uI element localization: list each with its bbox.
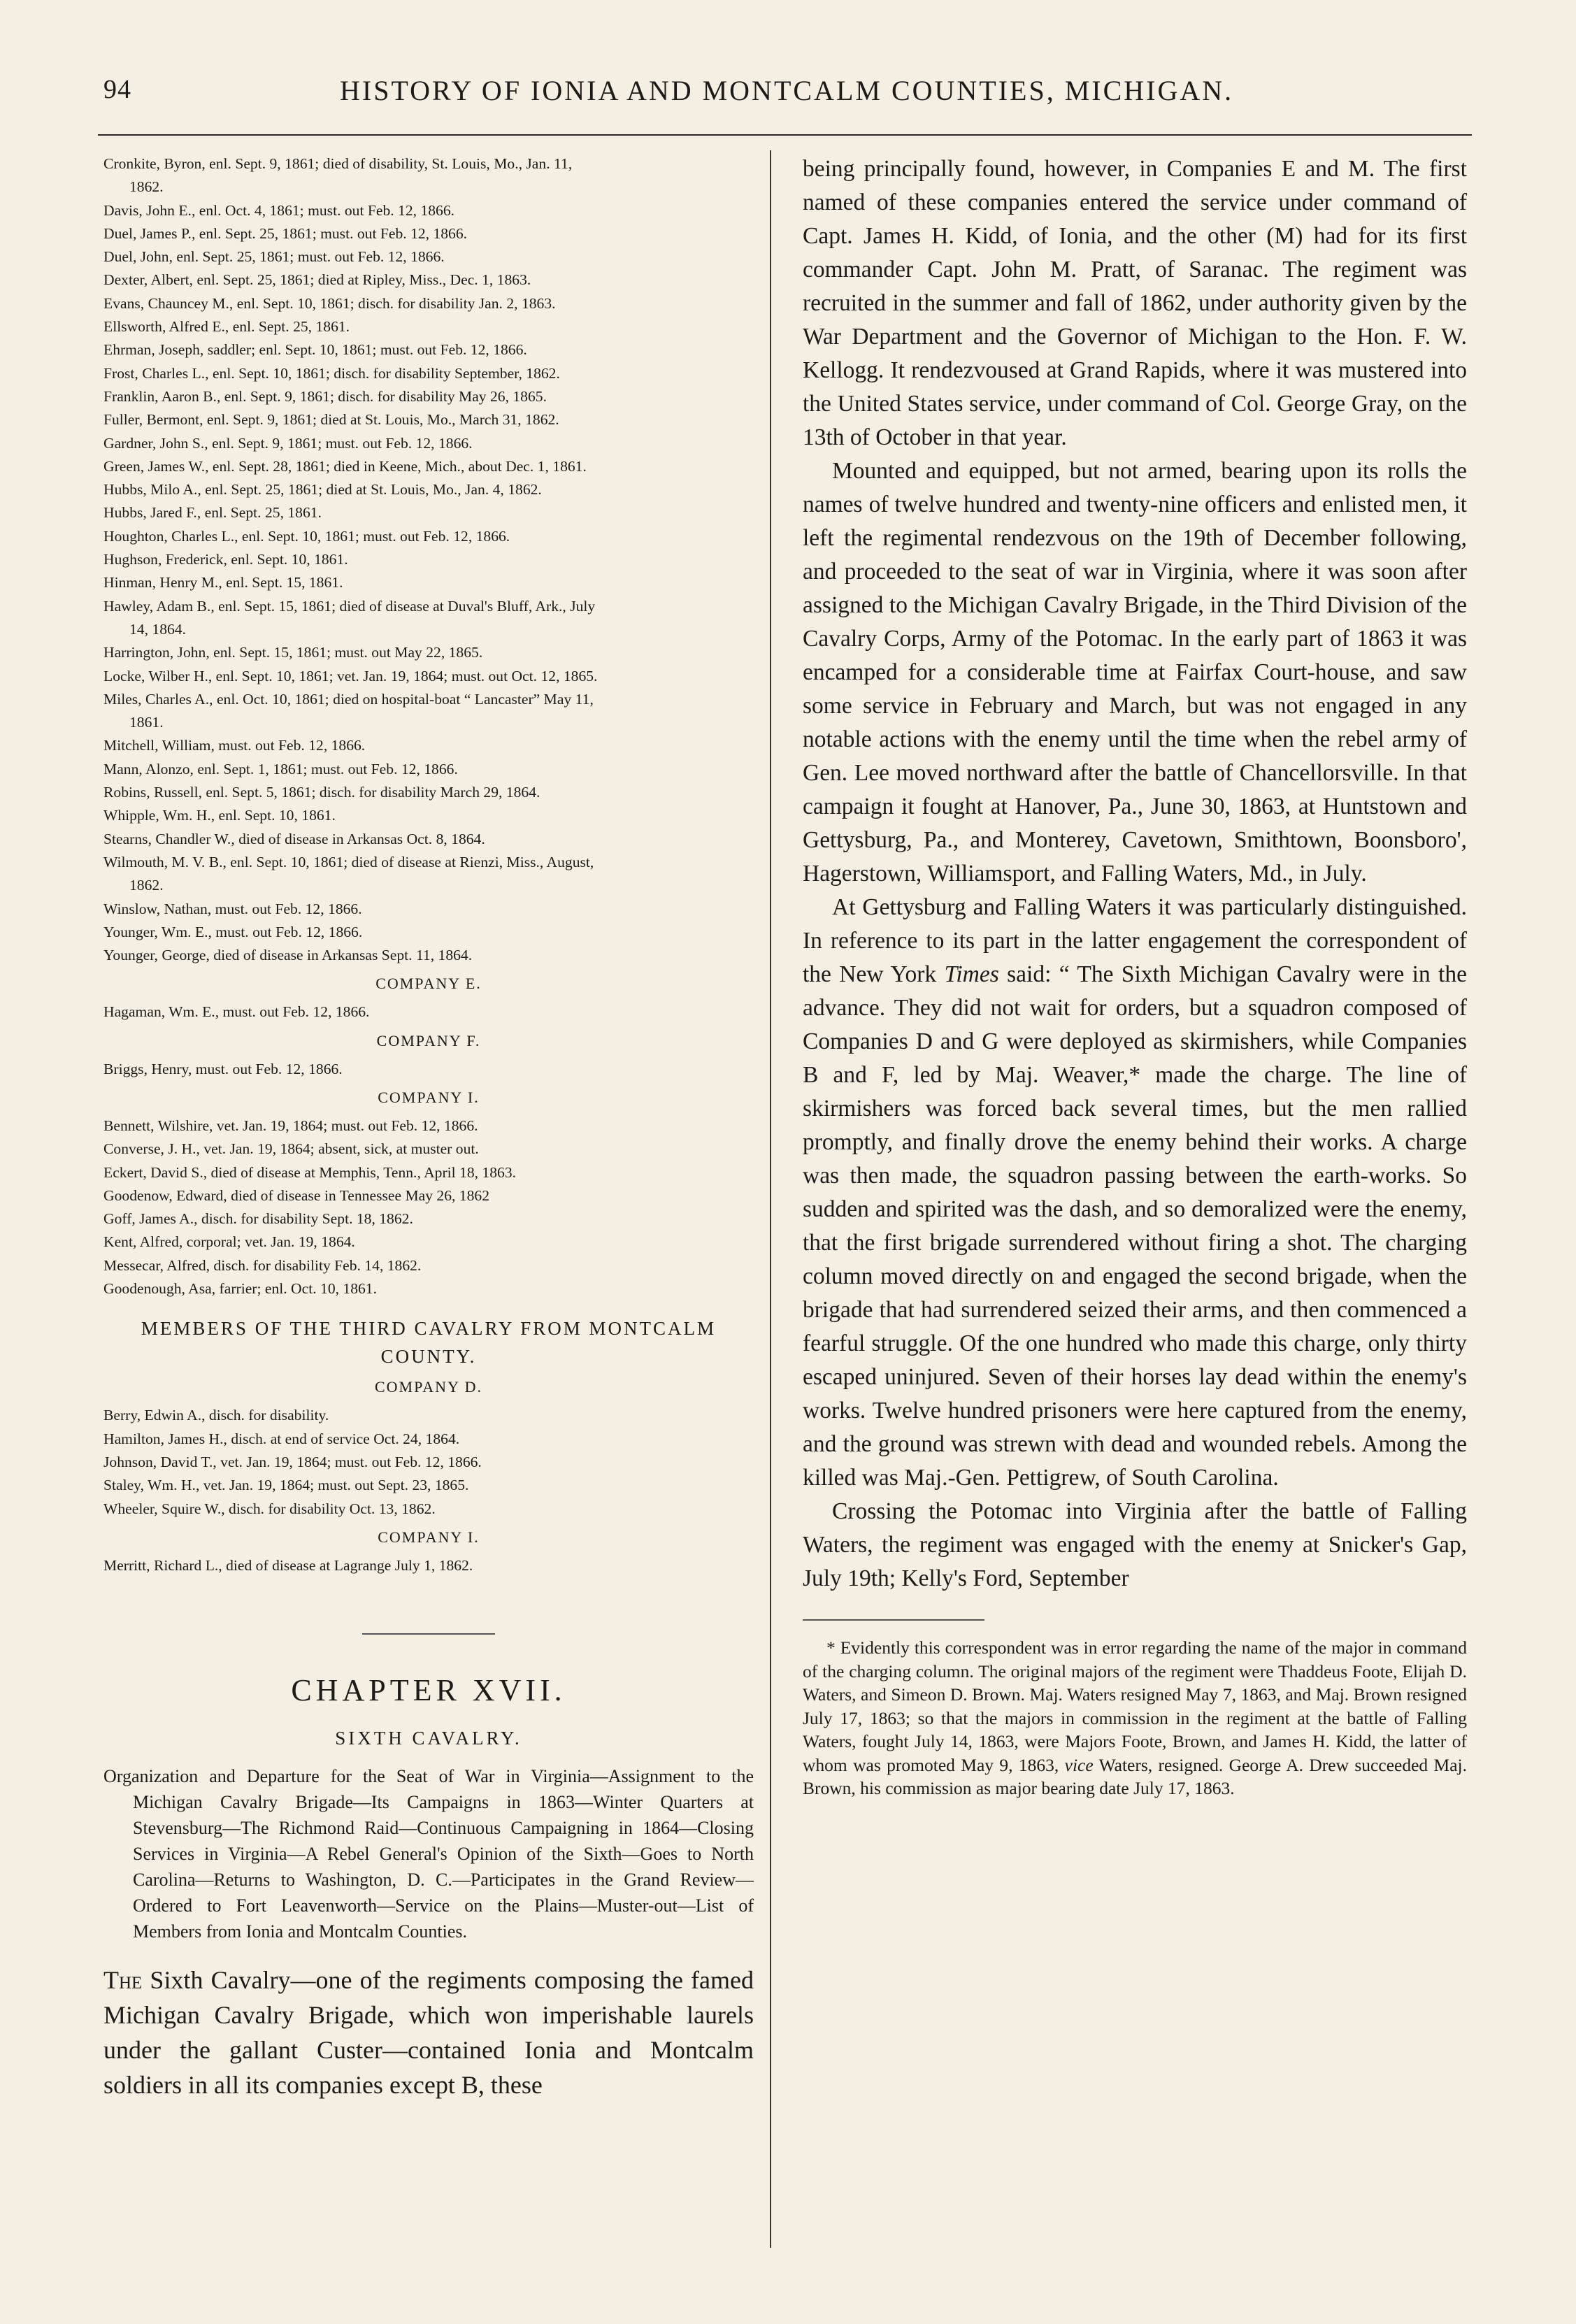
paragraph-3-rest: said: “ The Sixth Michigan Cavalry were in the advance. They did not wait for orders, but a squadron composed of Companies D and G were deployed as skirmishers, while Companies B and F, led by Maj. Weaver,* made the charge. The line of skirmishers was forced back several times, but the men rallied promptly, and finally drove the enemy behind their works. A charge was then made, the squadron passing between the earth-works. So sudden and spirited was the dash, and so demoralized were the enemy, that the first brigade surrendered without firing a shot. The charging column moved directly on and engaged the second brigade, when the brigade that had surrendered seized their arms, and then commenced a fearful struggle. Of the one hundred who made this charge, only thirty escaped uninjured. Seven of their horses lay dead within the enemy's works. Twelve hundred prisoners were here captured from the enemy, and the ground was strewn with dead and wounded rebels. Among the killed was Maj.-Gen. Pettigrew, of South Carolina. <box>803 961 1467 1491</box>
roster-entry: Hinman, Henry M., enl. Sept. 15, 1861. <box>103 574 343 591</box>
paragraph-1: being principally found, however, in Companies E and M. The first named of these companies entered the service under command of Capt. James H. Kidd, of Ionia, and the other (M) had for its first commander Capt. John M. Pratt, of Saranac. The regiment was recruited in the summer and fall of 1862, under authority given by the War Department and the Governor of Michigan to the Hon. F. W. Kellogg. It rendezvoused at Grand Rapids, where it was mustered into the United States service, under command of Col. George Gray, on the 13th of October in that year. <box>803 156 1467 450</box>
roster-entry: Younger, George, died of disease in Arkansas Sept. 11, 1864. <box>103 947 473 964</box>
roster-entry: Hubbs, Milo A., enl. Sept. 25, 1861; died at St. Louis, Mo., Jan. 4, 1862. <box>103 481 542 498</box>
right-column <box>803 152 1467 1800</box>
company-e-heading: COMPANY E. <box>375 975 482 993</box>
paragraph-3 <box>803 891 1467 1495</box>
roster-entry: Whipple, Wm. H., enl. Sept. 10, 1861. <box>103 807 336 824</box>
roster-entry: Johnson, David T., vet. Jan. 19, 1864; must. out Feb. 12, 1866. <box>103 1453 482 1470</box>
roster-entry: Hubbs, Jared F., enl. Sept. 25, 1861. <box>103 504 322 522</box>
footnote-start: * Evidently this correspondent was in error regarding the name of the major in command of the charging column. The original majors of the regiment were Thaddeus Foote, Elijah D. Waters, and Simeon D. Brown. Maj. Waters resigned May 7, 1863, and Maj. Brown resigned July 17, 1863; so that the majors in commission in the regiment at the battle of Falling Waters, fought July 14, 1863, were Majors Foote, Brown, and James H. Kidd, the latter of whom was promoted May 9, 1863, <box>803 1637 1467 1775</box>
roster-entry: Hawley, Adam B., enl. Sept. 15, 1861; died of disease at Duval's Bluff, Ark., July <box>103 597 596 615</box>
header-rule <box>98 134 1472 136</box>
roster-entry-continuation: 14, 1864. <box>129 620 186 638</box>
opening-text: Sixth Cavalry—one of the regiments composing the famed Michigan Cavalry Brigade, which won imperishable laurels under the gallant Custer—contained Ionia and Montcalm soldiers in all its companies except B, these <box>103 1966 754 2100</box>
company-i-heading: COMPANY I. <box>378 1088 480 1106</box>
roster-entry: Hagaman, Wm. E., must. out Feb. 12, 1866. <box>103 1003 370 1021</box>
opening-word: The <box>103 1966 143 1995</box>
roster-entry: Duel, James P., enl. Sept. 25, 1861; must. out Feb. 12, 1866. <box>103 224 468 242</box>
roster-entry: Eckert, David S., died of disease at Memphis, Tenn., April 18, 1863. <box>103 1163 517 1181</box>
roster-entry: Staley, Wm. H., vet. Jan. 19, 1864; must. out Sept. 23, 1865. <box>103 1477 469 1494</box>
roster-entry: Briggs, Henry, must. out Feb. 12, 1866. <box>103 1060 343 1077</box>
roster-entry: Locke, Wilber H., enl. Sept. 10, 1861; vet. Jan. 19, 1864; must. out Oct. 12, 1865. <box>103 667 598 684</box>
roster-entry: Merritt, Richard L., died of disease at Lagrange July 1, 1862. <box>103 1556 473 1574</box>
roster-entry: Ehrman, Joseph, saddler; enl. Sept. 10, 1861; must. out Feb. 12, 1866. <box>103 341 527 359</box>
roster-entry: Franklin, Aaron B., enl. Sept. 9, 1861; disch. for disability May 26, 1865. <box>103 387 547 405</box>
footnote-rest: Waters, resigned. George A. Drew succeeded Maj. Brown, his commission as major bearing date July 17, 1863. <box>803 1754 1467 1798</box>
footnote <box>803 1636 1467 1800</box>
roster-entry: Fuller, Bermont, enl. Sept. 9, 1861; died at St. Louis, Mo., March 31, 1862. <box>103 411 559 429</box>
roster-entry: Houghton, Charles L., enl. Sept. 10, 1861; must. out Feb. 12, 1866. <box>103 527 510 545</box>
chapter-divider <box>362 1633 495 1635</box>
third-cavalry-company-d-list <box>103 1404 754 1520</box>
roster-entry: Hughson, Frederick, enl. Sept. 10, 1861. <box>103 551 348 568</box>
roster-entry: Goodenow, Edward, died of disease in Tennessee May 26, 1862 <box>103 1186 489 1204</box>
roster-entry: Goodenough, Asa, farrier; enl. Oct. 10, 1861. <box>103 1280 377 1298</box>
roster-entry: Evans, Chauncey M., enl. Sept. 10, 1861; disch. for disability Jan. 2, 1863. <box>103 294 556 312</box>
chapter-subtitle: SIXTH CAVALRY. <box>335 1728 522 1749</box>
roster-entry: Berry, Edwin A., disch. for disability. <box>103 1407 329 1424</box>
roster-entry: Goff, James A., disch. for disability Sept. 18, 1862. <box>103 1210 413 1228</box>
third-cavalry-company-d-heading: COMPANY D. <box>374 1378 483 1396</box>
roster-entry: Kent, Alfred, corporal; vet. Jan. 19, 1864. <box>103 1233 355 1251</box>
roster-entry: Stearns, Chandler W., died of disease in Arkansas Oct. 8, 1864. <box>103 830 485 847</box>
third-cavalry-heading: MEMBERS OF THE THIRD CAVALRY FROM MONTCALM COUNTY. <box>141 1318 717 1368</box>
third-cavalry-company-i-list <box>103 1554 754 1577</box>
roster-entry: Gardner, John S., enl. Sept. 9, 1861; must. out Feb. 12, 1866. <box>103 434 473 452</box>
roster-entry: Frost, Charles L., enl. Sept. 10, 1861; disch. for disability September, 1862. <box>103 364 560 382</box>
roster-entry-continuation: 1862. <box>129 178 164 196</box>
column-divider <box>770 150 771 2248</box>
roster-entry: Duel, John, enl. Sept. 25, 1861; must. out Feb. 12, 1866. <box>103 248 445 266</box>
newspaper-name: Times <box>944 961 999 987</box>
roster-entry: Wheeler, Squire W., disch. for disability Oct. 13, 1862. <box>103 1500 436 1517</box>
third-cavalry-company-i-heading: COMPANY I. <box>378 1528 480 1546</box>
roster-entry: Miles, Charles A., enl. Oct. 10, 1861; died on hospital-boat “ Lancaster” May 11, <box>103 690 594 708</box>
page-header <box>103 74 1474 116</box>
company-e-list <box>103 1000 754 1024</box>
footnote-italic: vice <box>1064 1754 1094 1775</box>
running-title: HISTORY OF IONIA AND MONTCALM COUNTIES, MICHIGAN. <box>340 75 1234 106</box>
paragraph-2: Mounted and equipped, but not armed, bearing upon its rolls the names of twelve hundred and twenty-nine officers and enlisted men, it left the regimental rendezvous on the 19th of December following, and proceeded to the seat of war in Virginia, where it was soon after assigned to the Michigan Cavalry Brigade, in the Third Division of the Cavalry Corps, Army of the Potomac. In the early part of 1863 it was encamped for a considerable time at Fairfax Court-house, and saw some service in February and March, but was not engaged in any notable actions with the enemy until the time when the rebel army of Gen. Lee moved northward after the battle of Chancellorsville. In that campaign it fought at Hanover, Pa., June 30, 1863, at Huntstown and Gettysburg, Pa., and Monterey, Cavetown, Smithtown, Boonsboro', Hagerstown, Williamsport, and Falling Waters, Md., in July. <box>803 458 1467 887</box>
roster-entry: Mann, Alonzo, enl. Sept. 1, 1861; must. out Feb. 12, 1866. <box>103 760 458 777</box>
roster-entry: Younger, Wm. E., must. out Feb. 12, 1866. <box>103 923 363 940</box>
roster-entry: Converse, J. H., vet. Jan. 19, 1864; absent, sick, at muster out. <box>103 1140 479 1158</box>
roster-entry: Mitchell, William, must. out Feb. 12, 1866. <box>103 737 366 754</box>
paragraph-4: Crossing the Potomac into Virginia after the battle of Falling Waters, the regiment was engaged with the enemy at Snicker's Gap, July 19th; Kelly's Ford, September <box>803 1498 1467 1591</box>
company-f-heading: COMPANY F. <box>376 1031 481 1049</box>
chapter-opening-paragraph <box>103 1963 754 2102</box>
roster-entry: Messecar, Alfred, disch. for disability Feb. 14, 1862. <box>103 1256 422 1274</box>
roster-entry: Davis, John E., enl. Oct. 4, 1861; must. out Feb. 12, 1866. <box>103 201 455 219</box>
chapter-title: CHAPTER XVII. <box>291 1673 566 1708</box>
footnote-rule <box>803 1619 984 1621</box>
company-f-list <box>103 1058 754 1081</box>
roster-entry: Winslow, Nathan, must. out Feb. 12, 1866. <box>103 900 362 917</box>
left-column <box>103 152 754 2102</box>
roster-entry: Dexter, Albert, enl. Sept. 25, 1861; died at Ripley, Miss., Dec. 1, 1863. <box>103 271 531 289</box>
roster-entry-continuation: 1861. <box>129 714 164 731</box>
roster-entry: Bennett, Wilshire, vet. Jan. 19, 1864; must. out Feb. 12, 1866. <box>103 1117 478 1134</box>
page-number: 94 <box>103 75 131 104</box>
roster-entry: Hamilton, James H., disch. at end of service Oct. 24, 1864. <box>103 1430 460 1447</box>
roster-entry: Harrington, John, enl. Sept. 15, 1861; must. out May 22, 1865. <box>103 644 483 661</box>
chapter-synopsis: Organization and Departure for the Seat of War in Virginia—Assignment to the Michigan Cavalry Brigade—Its Campaigns in 1863—Winter Quarters at Stevensburg—The Richmond Raid—Continuous Campaigning in 1864—Closing Services in Virginia—A Rebel General's Opinion of the Sixth—Goes to North Carolina—Returns to Washington, D. C.—Participates in the Grand Review—Ordered to Fort Leavenworth—Service on the Plains—Muster-out—List of Members from Ionia and Montcalm Counties. <box>103 1766 754 1942</box>
roster-entry-continuation: 1862. <box>129 877 164 894</box>
roster-entry: Green, James W., enl. Sept. 28, 1861; died in Keene, Mich., about Dec. 1, 1861. <box>103 457 587 475</box>
company-i-list <box>103 1114 754 1300</box>
roster-entry: Wilmouth, M. V. B., enl. Sept. 10, 1861; died of disease at Rienzi, Miss., August, <box>103 853 594 870</box>
paragraph-3-start: At Gettysburg and Falling Waters it was particularly distinguished. In reference to its part in the latter engagement the correspondent of the New York <box>803 894 1467 987</box>
roster-list <box>103 152 754 967</box>
roster-entry: Ellsworth, Alfred E., enl. Sept. 25, 1861. <box>103 318 350 336</box>
roster-entry: Robins, Russell, enl. Sept. 5, 1861; disch. for disability March 29, 1864. <box>103 784 540 801</box>
roster-entry: Cronkite, Byron, enl. Sept. 9, 1861; died of disability, St. Louis, Mo., Jan. 11, <box>103 155 573 172</box>
